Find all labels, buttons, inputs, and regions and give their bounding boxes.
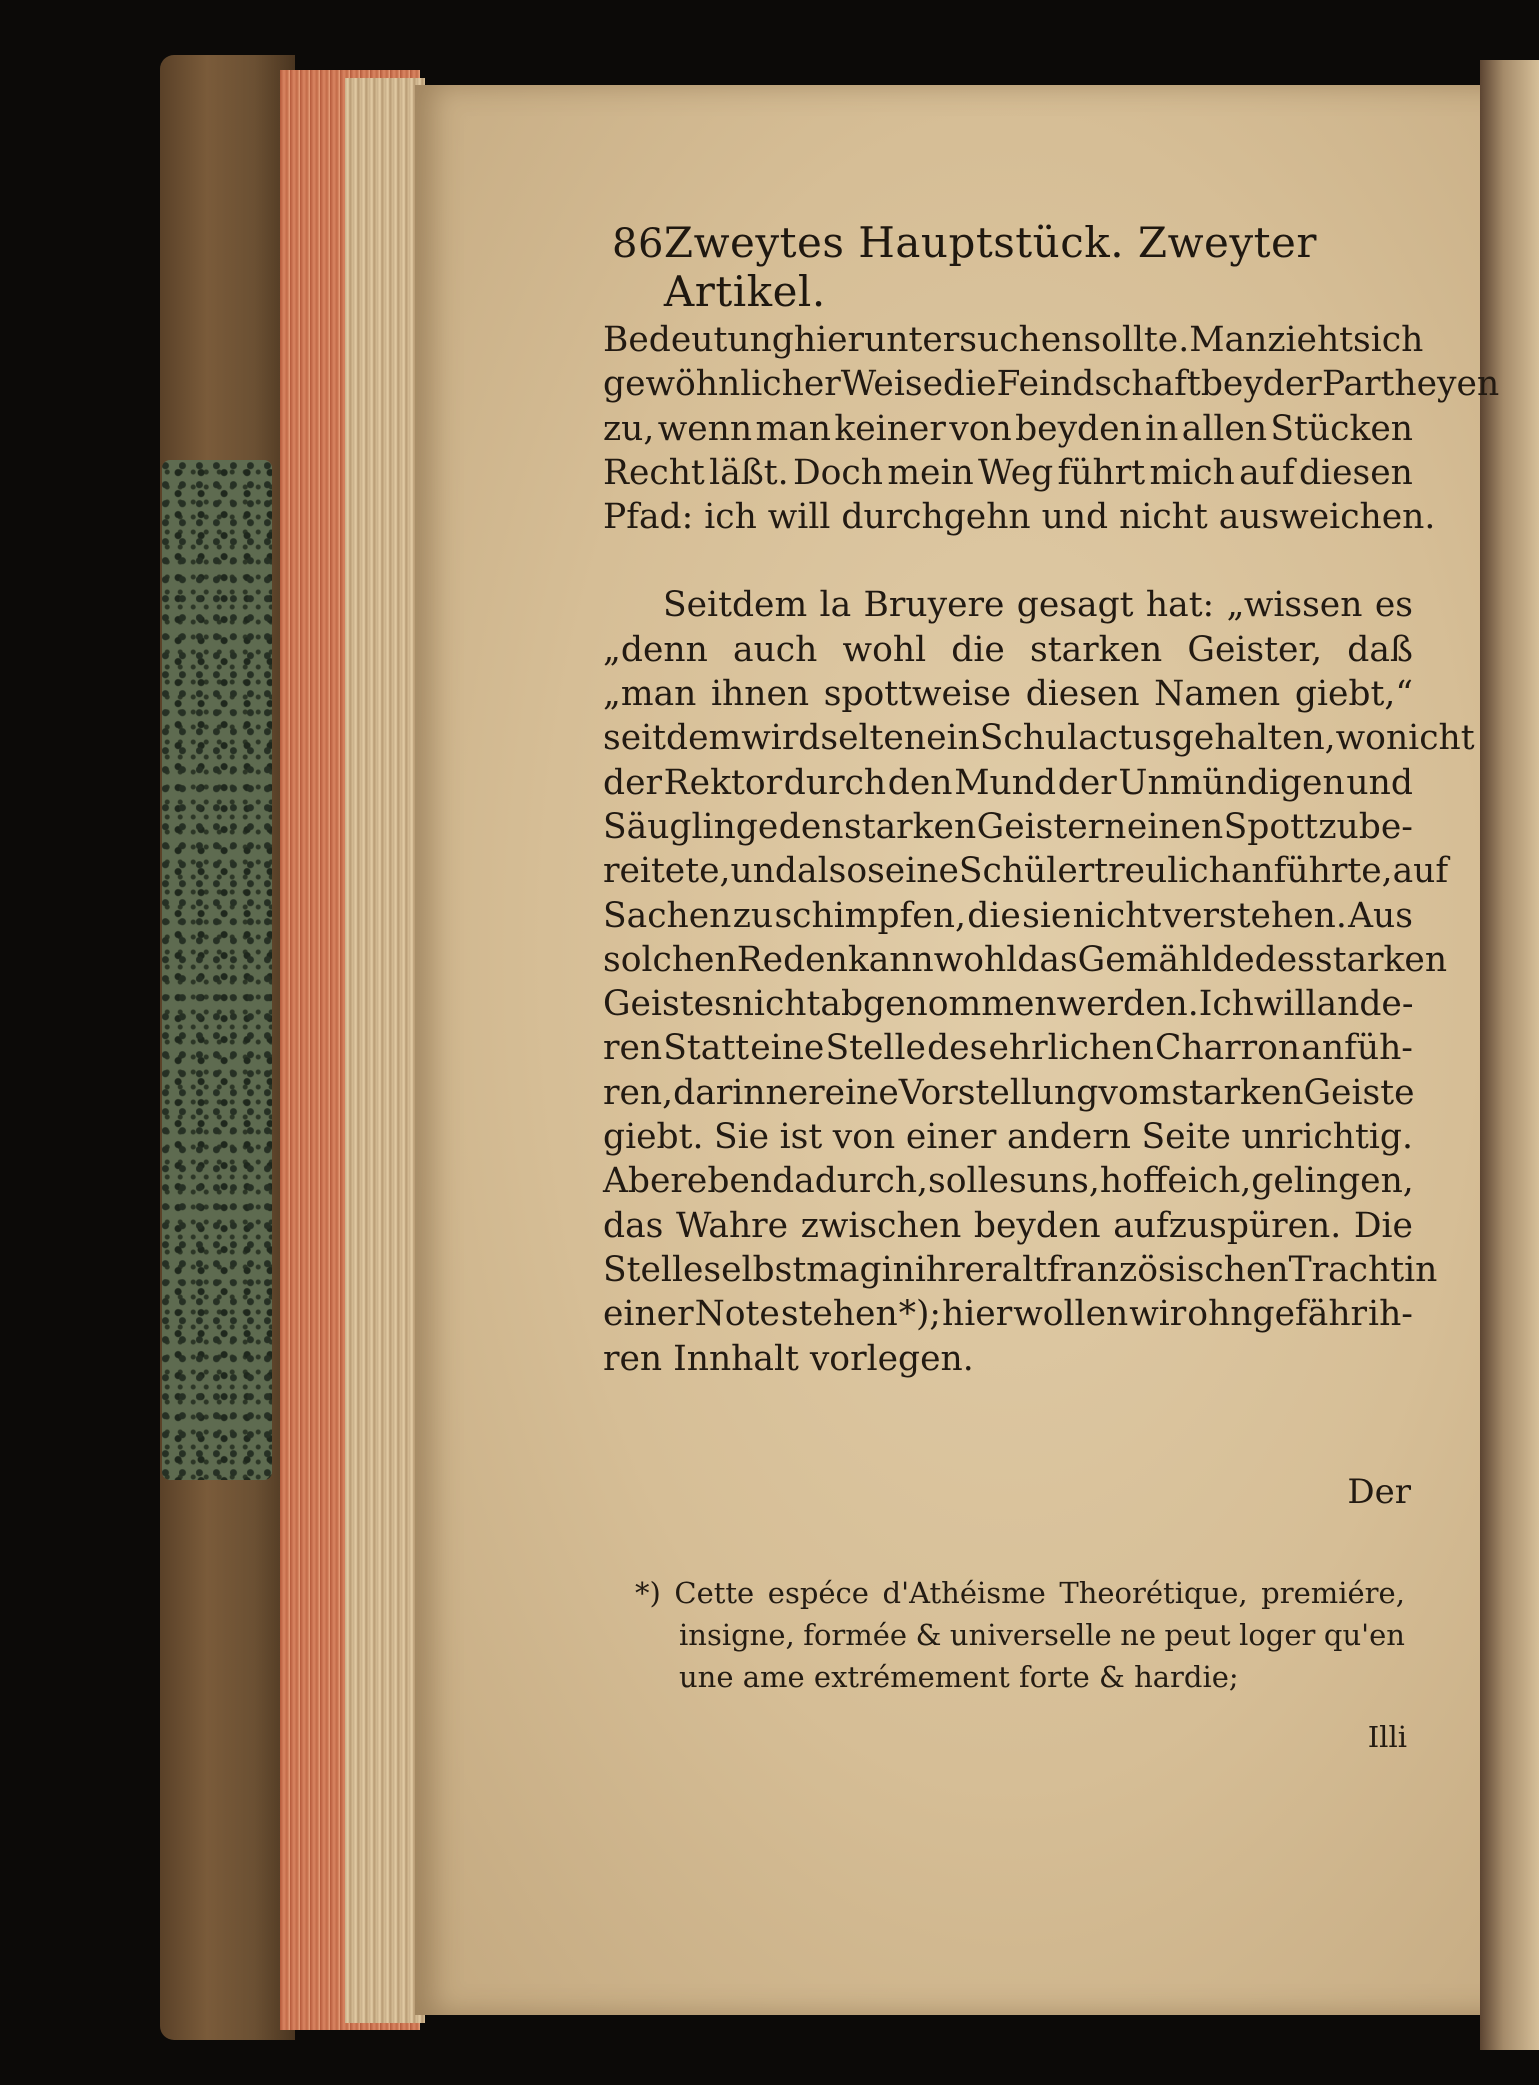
- text-line: seitdem wird selten ein Schulactus gehalten, wo nicht: [603, 718, 1475, 759]
- signature-mark: Illi: [1367, 1720, 1407, 1754]
- text-line: Sachen zu schimpfen, die sie nicht verstehen. Aus: [603, 895, 1413, 936]
- footnote-line: une ame extrémement forte & hardie;: [679, 1660, 1239, 1694]
- body-text: [603, 318, 1500, 1381]
- footnote-line: insigne, formée & universelle ne peut loger qu'en: [679, 1618, 1405, 1652]
- footnote: [635, 1572, 1405, 1698]
- text-line: das Wahre zwischen beyden aufzuspüren. Die: [603, 1205, 1413, 1246]
- running-title: Zweytes Hauptstück. Zweyter Artikel.: [663, 218, 1317, 316]
- text-line: solchen Reden kann wohl das Gemählde des starken: [603, 939, 1448, 980]
- text-line: zu, wenn man keiner von beyden in allen Stücken: [603, 408, 1413, 449]
- page-number: 86: [612, 221, 664, 267]
- text-line: ren Statt eine Stelle des ehrlichen Charron anfüh-: [603, 1028, 1413, 1069]
- text-line: Bedeutung hier untersuchen sollte. Man zieht sich: [603, 320, 1424, 360]
- text-line: Seitdem la Bruyere gesagt hat: „wissen es: [663, 585, 1413, 626]
- text-line: einer Note stehen *); hier wollen wir ohngefähr ih-: [603, 1294, 1413, 1335]
- text-line: ren Innhalt vorlegen.: [603, 1338, 974, 1379]
- page-gutter: [1480, 60, 1539, 2050]
- marbled-cover: [162, 460, 272, 1480]
- text-line: reitete, und also seine Schüler treulich anführte, auf: [603, 851, 1449, 892]
- text-line: Säuglinge den starken Geistern einen Spott zube-: [603, 806, 1413, 847]
- text-line: „man ihnen spottweise diesen Namen giebt,“: [603, 674, 1413, 715]
- text-line: „denn auch wohl die starken Geister, daß: [603, 629, 1413, 670]
- footnote-line: *) Cette espéce d'Athéisme Theorétique, premiére,: [635, 1576, 1405, 1610]
- text-line: Pfad: ich will durchgehn und nicht ausweichen.: [603, 497, 1436, 538]
- text-line: giebt. Sie ist von einer andern Seite unrichtig.: [603, 1117, 1413, 1158]
- text-line: gewöhnlicher Weise die Feindschaft beyder Partheyen: [603, 364, 1500, 405]
- text-line: Geistes nicht abgenommen werden. Ich will an de-: [603, 984, 1414, 1025]
- text-line: Stelle selbst mag in ihrer altfranzösischen Tracht in: [603, 1249, 1438, 1290]
- page-leaves: [345, 78, 425, 2023]
- text-line: ren, darinn er eine Vorstellung vom starken Geiste: [603, 1072, 1415, 1113]
- running-header: [612, 218, 1402, 316]
- text-line: der Rektor durch den Mund der Unmündigen und: [603, 762, 1413, 803]
- text-line: Aber eben dadurch, soll es uns, hoffe ich, gelingen,: [603, 1161, 1414, 1202]
- catchword: Der: [1347, 1472, 1411, 1512]
- text-line: Recht läßt. Doch mein Weg führt mich auf diesen: [603, 452, 1413, 493]
